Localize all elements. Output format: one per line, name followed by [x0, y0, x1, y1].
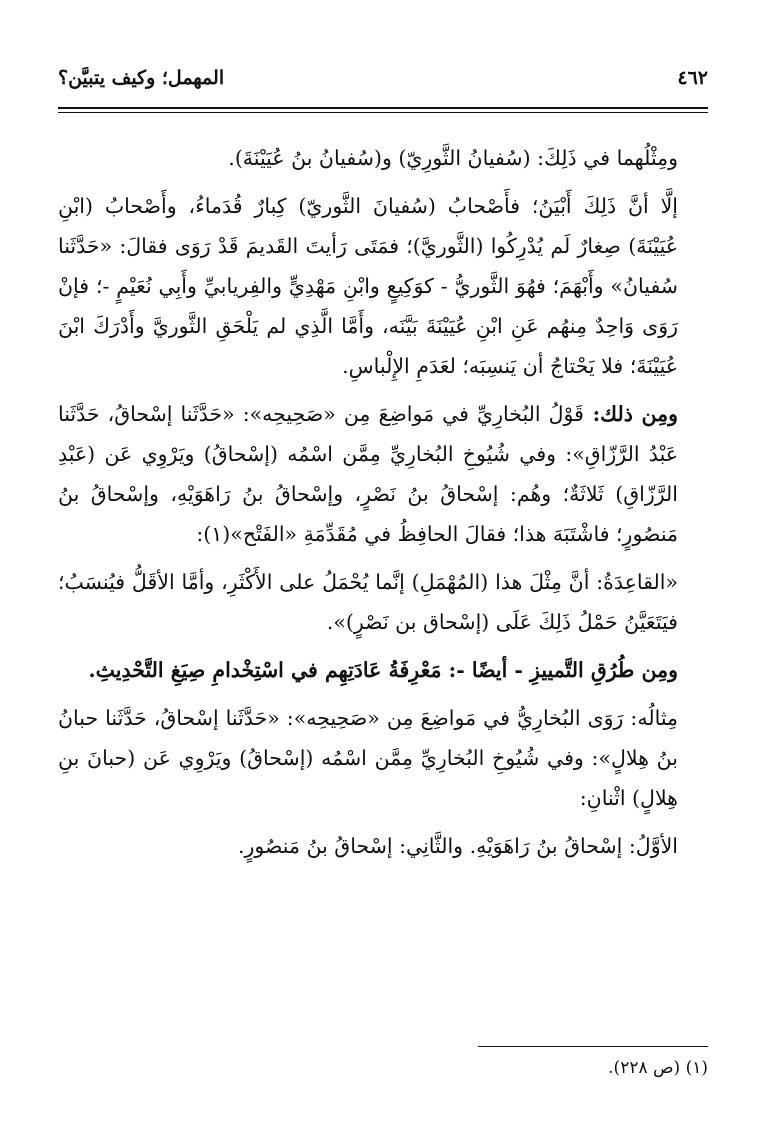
- running-title: المهمل؛ وكيف يتبيَّن؟: [58, 67, 225, 89]
- book-page: [58, 60, 708, 1078]
- body-text: [58, 138, 708, 874]
- paragraph-3: [58, 394, 708, 554]
- paragraph-7: الأوَّلُ: إسْحاقُ بنُ رَاهَوَيْهِ. والثَّانِي: إسْحاقُ بنُ مَنصُورٍ.: [238, 834, 678, 858]
- paragraph-1: ومِثْلُهما في ذَلِكَ: (سُفيانُ الثَّورِيّ) و(سُفيانُ بنُ عُيَيْنَةَ).: [228, 146, 678, 170]
- footnote-rule: [478, 1046, 708, 1047]
- paragraph-5-lead: ومِن طُرُقِ التَّمييزِ - أيضًا -:: [441, 658, 678, 682]
- paragraph-5-text: مَعْرِفَةُ عَادَتِهِم في اسْتِخْدامِ صِيَغِ التَّحْدِيثِ.: [88, 658, 442, 682]
- page-header: [58, 60, 708, 96]
- paragraph-3-text: قَوْلُ البُخارِيِّ في مَواضِعَ مِن «صَحِيحِه»: «حَدَّثَنا إسْحاقُ، حَدَّثَنا عَبْدُ الرَّزّاقِ»: وفي شُيُوخِ البُخارِيِّ مِمَّن اسْمُه (إسْحاقُ) ويَرْوِي عَن (عَبْدِ الرَّزّاقِ) ثَلاثَةٌ؛ وهُم: إسْحاقُ بنُ نَصْرٍ، وإسْحاقُ بنُ رَاهَوَيْهِ، وإسْحاقُ بنُ مَنصُورٍ؛ فاشْتَبَهَ هذا؛ فقالَ الحافِظُ في مُقَدِّمَةِ «الفَتْح»(١):: [58, 402, 678, 546]
- paragraph-2: إلَّا أنَّ ذَلِكَ أَبْيَنُ؛ فأَصْحابُ (سُفيانَ الثَّوريّ) كِبارٌ قُدَماءُ، وأَصْحابُ (ابْنِ عُيَيْنَةَ) صِغارٌ لَم يُدْرِكُوا (الثَّوريَّ)؛ فمَتَى رَأيتَ القَديمَ قَدْ رَوَى فقالَ: «حَدَّثَنا سُفيانُ» وأَبْهَمَ؛ فهُوَ الثَّوريُّ - كوَكِيعٍ وابْنِ مَهْدِيٍّ والفِريابيِّ وأَبِي نُعَيْمٍ -؛ فإنْ رَوَى وَاحِدٌ مِنهُم عَنِ ابْنِ عُيَيْنَةَ بَيَّنَه، وأَمَّا الَّذِي لم يَلْحَقِ الثَّوريَّ وأَدْرَكَ ابْنَ عُيَيْنَةَ؛ فلا يَحْتاجُ أن يَنسِبَه؛ لعَدَمِ الإِلْباسِ.: [58, 194, 679, 378]
- quotation: «القاعِدَةُ: أنَّ مِثْلَ هذا (المُهْمَلِ) إنَّما يُحْمَلُ على الأَكْثَرِ، وأمَّا الأقَلُّ فيُنسَبُ؛ فيَتَعَيَّنُ حَمْلُ ذَلِكَ عَلَى (إسْحاق بن نَصْرٍ)».: [58, 570, 678, 634]
- footnote: (١) (ص ٢٢٨).: [608, 1058, 708, 1078]
- paragraph-6: مِثالُه: رَوَى البُخارِيُّ في مَواضِعَ مِن «صَحِيحِه»: «حَدَّثَنا إسْحاقُ، حَدَّثَنا حبانُ بنُ هِلالٍ»: وفي شُيُوخِ البُخارِيِّ مِمَّن اسْمُه (إسْحاقُ) ويَرْوِي عَن (حبانَ بنِ هِلالٍ) اثْنانِ:: [58, 706, 678, 810]
- header-rule-thick: [58, 107, 708, 109]
- page-number: ٤٦٢: [677, 67, 708, 89]
- header-rule-thin: [58, 112, 708, 113]
- paragraph-3-lead: ومِن ذلك:: [583, 402, 678, 426]
- paragraph-5: [58, 650, 708, 690]
